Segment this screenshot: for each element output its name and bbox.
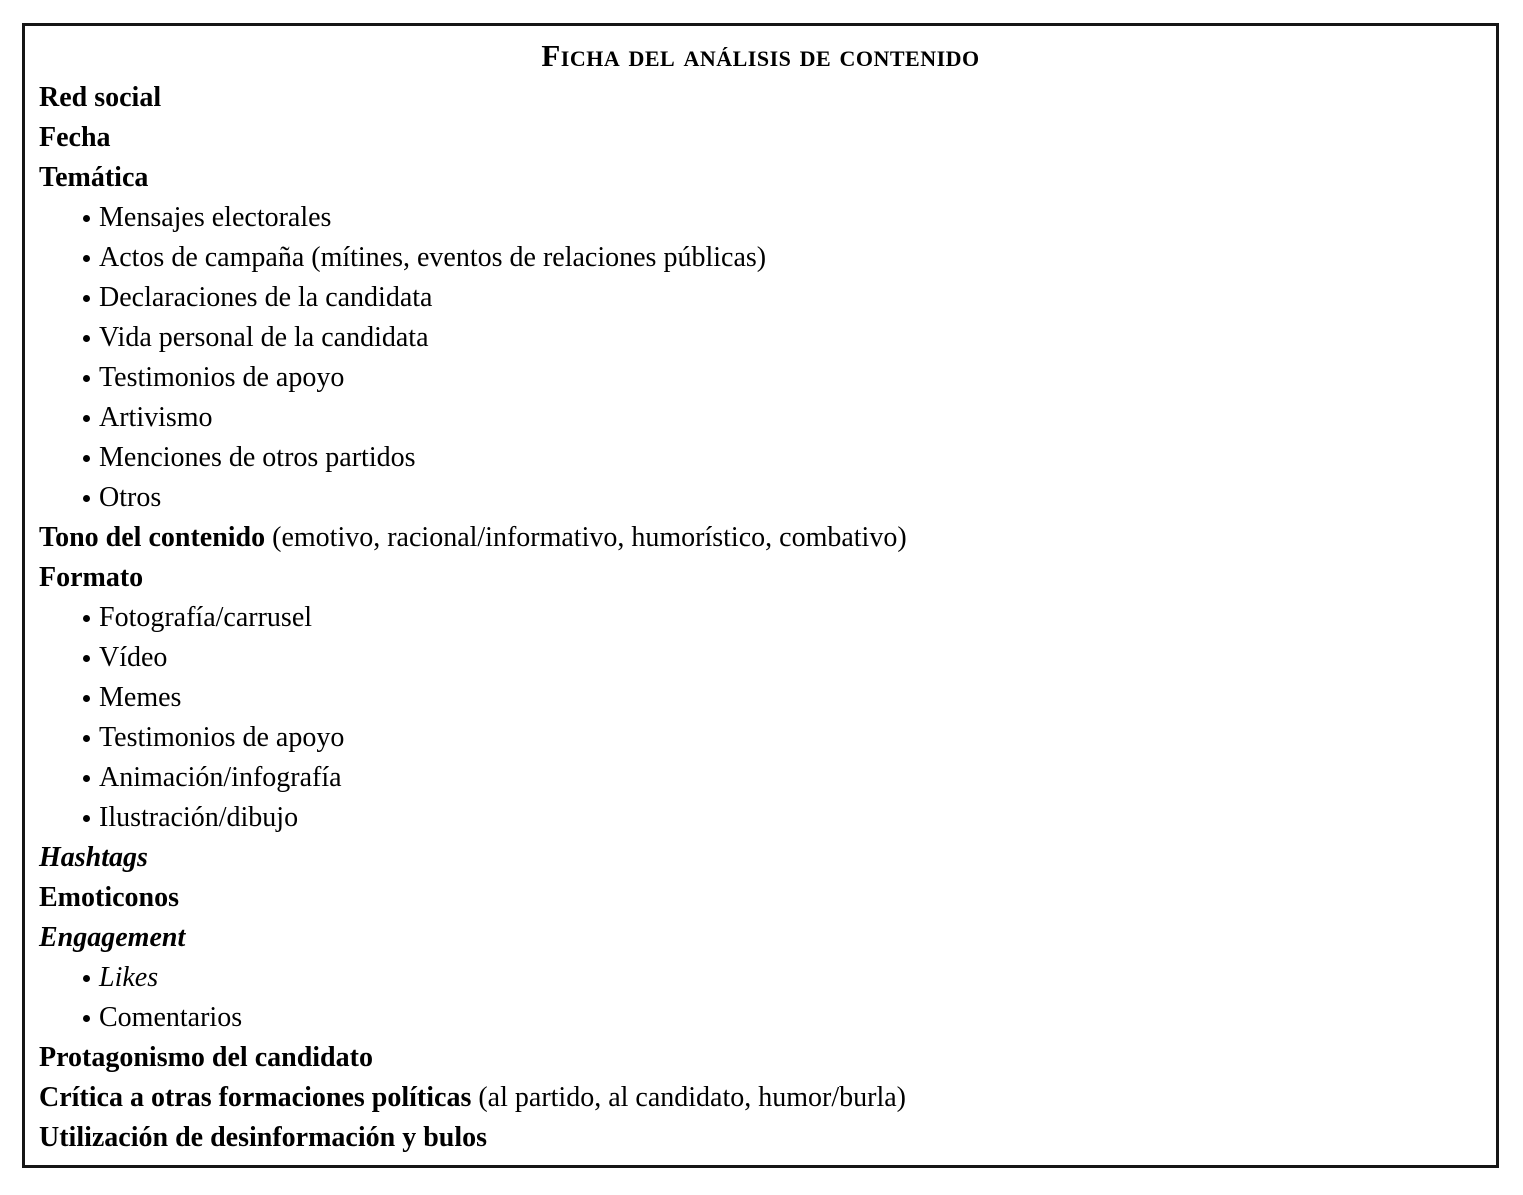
list-item — [39, 278, 1482, 318]
list-item-label: Testimonios de apoyo — [99, 722, 345, 753]
list-item — [39, 318, 1482, 358]
bullet-icon — [83, 975, 90, 982]
list-item — [39, 358, 1482, 398]
content-analysis-sheet — [22, 23, 1499, 1168]
section-engagement: Engagement — [39, 922, 186, 953]
bullet-icon — [83, 775, 90, 782]
field-hashtags: Hashtags — [39, 842, 148, 873]
list-item — [39, 798, 1482, 838]
field-detail: (emotivo, racional/informativo, humorístico, combativo) — [272, 522, 907, 553]
list-item-label: Vídeo — [99, 642, 168, 673]
field-detail: (al partido, al candidato, humor/burla) — [478, 1082, 906, 1113]
list-item-label: Otros — [99, 482, 162, 513]
list-item-label: Animación/infografía — [99, 762, 342, 793]
list-item — [39, 638, 1482, 678]
bullet-icon — [83, 735, 90, 742]
list-item — [39, 718, 1482, 758]
bullet-icon — [83, 815, 90, 822]
list-item — [39, 678, 1482, 718]
bullet-icon — [83, 495, 90, 502]
list-item — [39, 198, 1482, 238]
field-label: Crítica a otras formaciones políticas — [39, 1082, 472, 1113]
field-emoticonos: Emoticonos — [39, 882, 179, 913]
bullet-icon — [83, 335, 90, 342]
list-item — [39, 438, 1482, 478]
section-formato: Formato — [39, 562, 144, 593]
list-item — [39, 238, 1482, 278]
list-item-label: Fotografía/carrusel — [99, 602, 313, 633]
bullet-icon — [83, 655, 90, 662]
bullet-icon — [83, 415, 90, 422]
field-label: Tono del contenido — [39, 522, 266, 553]
bullet-icon — [83, 375, 90, 382]
bullet-icon — [83, 615, 90, 622]
list-item-label: Ilustración/dibujo — [99, 802, 299, 833]
list-item-label: Vida personal de la candidata — [99, 322, 429, 353]
bullet-icon — [83, 455, 90, 462]
list-item — [39, 758, 1482, 798]
field-desinformacion: Utilización de desinformación y bulos — [39, 1122, 488, 1153]
bullet-icon — [83, 1015, 90, 1022]
list-item — [39, 598, 1482, 638]
list-item-label: Memes — [99, 682, 182, 713]
section-tematica: Temática — [39, 162, 149, 193]
list-item-label: Mensajes electorales — [99, 202, 332, 233]
list-item-label: Comentarios — [99, 1002, 243, 1033]
field-fecha: Fecha — [39, 122, 111, 153]
field-red-social: Red social — [39, 82, 162, 113]
bullet-icon — [83, 695, 90, 702]
list-item-label: Artivismo — [99, 402, 213, 433]
bullet-icon — [83, 255, 90, 262]
list-item — [39, 478, 1482, 518]
field-tono-del-contenido — [39, 518, 1482, 558]
list-item-label: Testimonios de apoyo — [99, 362, 345, 393]
bullet-icon — [83, 215, 90, 222]
field-protagonismo: Protagonismo del candidato — [39, 1042, 373, 1073]
list-item — [39, 958, 1482, 998]
field-critica — [39, 1078, 1482, 1118]
list-item-label: Actos de campaña (mítines, eventos de relaciones públicas) — [99, 242, 767, 273]
list-item — [39, 998, 1482, 1038]
sheet-title: Ficha del análisis de contenido — [541, 38, 980, 73]
list-item-label: Declaraciones de la candidata — [99, 282, 433, 313]
list-item-label: Likes — [99, 962, 159, 993]
list-item — [39, 398, 1482, 438]
bullet-icon — [83, 295, 90, 302]
list-item-label: Menciones de otros partidos — [99, 442, 416, 473]
